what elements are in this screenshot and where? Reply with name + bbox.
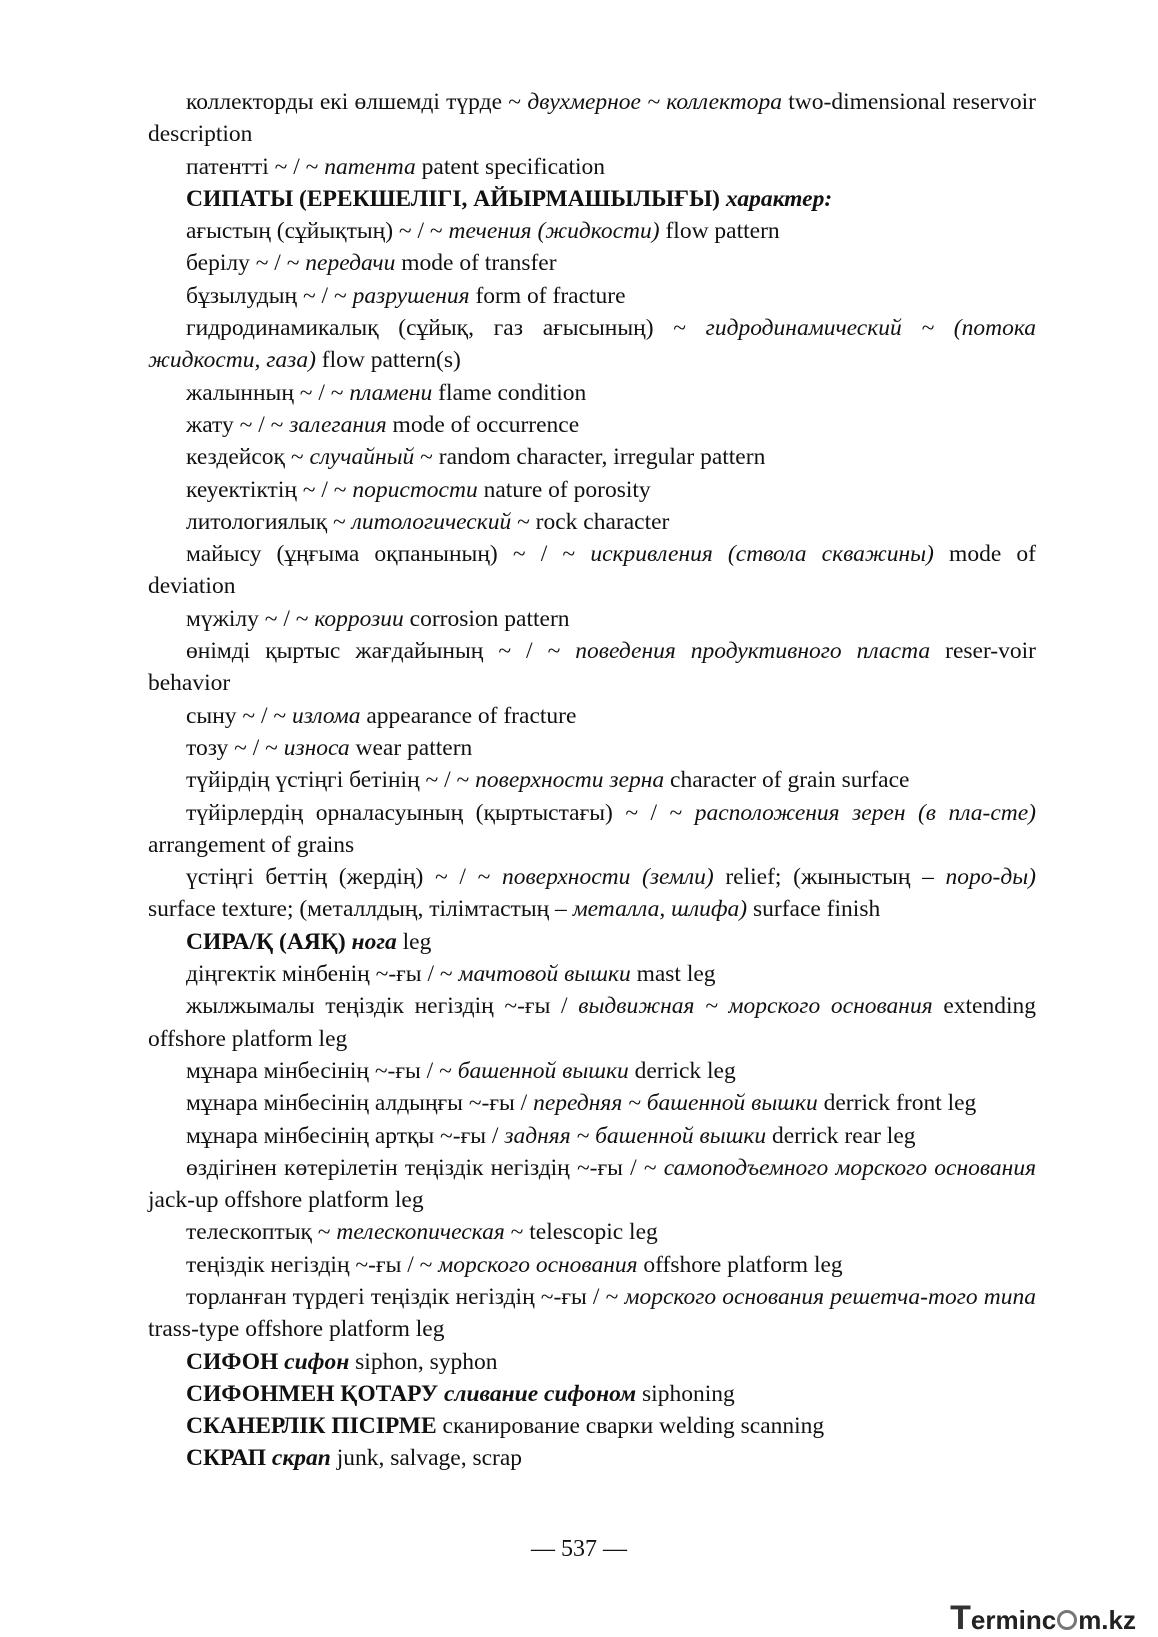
dictionary-entry: үстіңгі беттің (жердің) ~ / ~ поверхности (земли) relief; (жыныстың – поро-ды) surface texture; (металлдың, тілімтастың – металла, шлифа) surface finish	[148, 864, 1036, 923]
termincom-logo: Terminc m.kz	[950, 1599, 1136, 1637]
dictionary-entry: гидродинамикалық (сұйық, газ ағысының) ~ гидродинамический ~ (потока жидкости, газа) flow pattern(s)	[148, 315, 1037, 374]
dictionary-entry: мұнара мінбесінің ~-ғы / ~ башенной вышки derrick leg	[186, 1057, 736, 1084]
dictionary-entry: СКАНЕРЛІК ПІСІРМЕ сканирование сварки welding scanning	[186, 1413, 825, 1440]
dictionary-entry: мұнара мінбесінің артқы ~-ғы / задняя ~ башенной вышки derrick rear leg	[186, 1122, 916, 1149]
dictionary-entry: тозу ~ / ~ износа wear pattern	[186, 734, 473, 761]
dictionary-entry: СИПАТЫ (ЕРЕКШЕЛІГІ, АЙЫРМАШЫЛЫҒЫ) характер:	[186, 185, 833, 212]
dictionary-entry: берілу ~ / ~ передачи mode of transfer	[186, 250, 557, 277]
dictionary-entry: бұзылудың ~ / ~ разрушения form of fracture	[186, 282, 626, 309]
dictionary-entry: СКРАП скрап junk, salvage, scrap	[186, 1445, 523, 1472]
dictionary-entry: сыну ~ / ~ излома appearance of fracture	[186, 702, 577, 729]
dictionary-entry: кеуектіктің ~ / ~ пористости nature of porosity	[186, 476, 651, 503]
dictionary-entry: СИРА/Қ (АЯҚ) нога leg	[186, 928, 432, 955]
dictionary-entry: жылжымалы теңіздік негіздің ~-ғы / выдвижная ~ морского основания extending offshore platform leg	[148, 993, 1037, 1052]
dictionary-entry: СИФОНМЕН ҚОТАРУ сливание сифоном siphoning	[186, 1380, 735, 1407]
dictionary-entry: ағыстың (сұйықтың) ~ / ~ течения (жидкости) flow pattern	[186, 218, 780, 245]
dictionary-entry: СИФОН сифон siphon, syphon	[186, 1348, 498, 1375]
dictionary-entry: мүжілу ~ / ~ коррозии corrosion pattern	[186, 605, 570, 632]
dictionary-entry: мұнара мінбесінің алдыңғы ~-ғы / передняя ~ башенной вышки derrick front leg	[186, 1090, 977, 1117]
dictionary-entry: патентті ~ / ~ патента patent specification	[186, 153, 606, 180]
dictionary-entry: өнімді қыртыс жағдайының ~ / ~ поведения продуктивного пласта reser-voir behavior	[148, 638, 1036, 697]
dictionary-entry: түйірдің үстіңгі бетінің ~ / ~ поверхности зерна character of grain surface	[186, 767, 910, 794]
page-number: — 537 —	[531, 1536, 627, 1562]
dictionary-entry: теңіздік негіздің ~-ғы / ~ морского основания offshore platform leg	[186, 1251, 843, 1278]
dictionary-entry: жалынның ~ / ~ пламени flame condition	[186, 379, 587, 406]
dictionary-entry: коллекторды екі өлшемді түрде ~ двухмерное ~ коллектора two-dimensional reservoir description	[148, 89, 1036, 148]
magnifier-icon	[1057, 1610, 1077, 1630]
dictionary-entry: майысу (ұңғыма оқпанының) ~ / ~ искривления (ствола скважины) mode of deviation	[148, 541, 1036, 600]
dictionary-entry: түйірлердің орналасуының (қыртыстағы) ~ / ~ расположения зерен (в пла-сте) arrangement of grains	[148, 799, 1037, 858]
dictionary-entry: жату ~ / ~ залегания mode of occurrence	[186, 411, 580, 438]
dictionary-entry: діңгектік мінбенің ~-ғы / ~ мачтовой вышки mast leg	[186, 961, 716, 988]
dictionary-entries	[148, 86, 1036, 1475]
dictionary-entry: телескоптық ~ телескопическая ~ telescopic leg	[186, 1219, 658, 1246]
dictionary-entry: кездейсоқ ~ случайный ~ random character, irregular pattern	[186, 444, 766, 471]
dictionary-entry: өздігінен көтерілетін теңіздік негіздің ~-ғы / ~ самоподъемного морского основания jack-up offshore platform leg	[148, 1154, 1036, 1214]
dictionary-entry: литологиялық ~ литологический ~ rock character	[186, 508, 670, 535]
dictionary-entry: торланған түрдегі теңіздік негіздің ~-ғы / ~ морского основания решетча-того типа trass-type offshore platform leg	[148, 1283, 1036, 1343]
